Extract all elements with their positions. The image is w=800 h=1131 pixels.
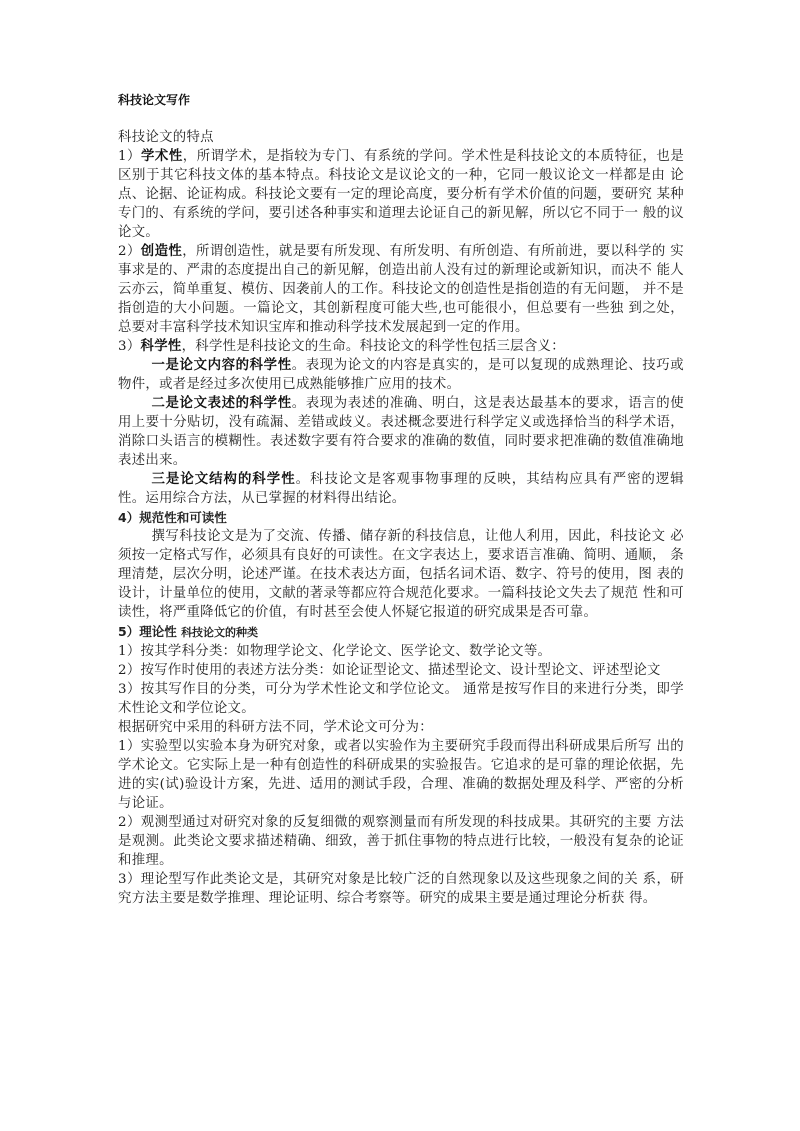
section-text: ，科学性是科技论文的生命。科技论文的科学性包括三层含义： bbox=[181, 339, 565, 354]
section-creative bbox=[118, 242, 684, 337]
term-scientific: 科学性 bbox=[140, 338, 182, 354]
point-c-text: 。科技论文是客观事物事理的反映，其结构应具有严密的逻辑性。运用综合方法，从已掌握的材料得出结论。 bbox=[118, 472, 685, 506]
term-creative: 创造性 bbox=[140, 243, 183, 259]
section-text: ，所谓创造性，就是要有所发现、有所发明、有所创造、有所前进，要以科学的 实事求是的、严肃的态度提出自己的新见解，创造出前人没有过的新理论或新知识，而决不 能人云亦云，简单重复、模仿、因袭前人的工作。科技论文的创造性是指创造的有无问题， 并不是指创造的大小问题。一篇论文，其创新程度可能大些,也可能很小，但总要有一些独 到之处，总要对丰富科学技术知识宝库和推动科学技术发展起到一定的作用。 bbox=[118, 244, 685, 335]
section-theory-heading bbox=[118, 622, 684, 642]
section-number: 1） bbox=[118, 149, 141, 164]
scientific-point-a bbox=[118, 356, 684, 394]
types-subheading: 科技论文的种类 bbox=[181, 626, 259, 639]
type-item: 1）按其学科分类：如物理学论文、化学论文、医学论文、数学论文等。 bbox=[118, 644, 552, 659]
point-c-term: 三是论文结构的科学性 bbox=[151, 471, 296, 487]
intro-heading: 科技论文的特点 bbox=[118, 130, 214, 145]
section-standard-text: 撰写科技论文是为了交流、传播、储存新的科技信息，让他人利用，因此，科技论文 必须按一定格式写作，必须具有良好的可读性。在文字表达上，要求语言准确、简明、通顺， 条理清楚，层次分明，论述严谨。在技术表达方面，包括名词术语、数字、符号的使用，图 表的设计，计量单位的使用，文献的著录等都应符合规范化要求。一篇科技论文失去了规范 性和可读性，将严重降低它的价值，有时甚至会使人怀疑它报道的研究成果是否可靠。 bbox=[118, 529, 684, 620]
section-standard-heading: 4）规范性和可读性 bbox=[118, 510, 227, 525]
document-title: 科技论文写作 bbox=[118, 93, 191, 107]
section-scientific bbox=[118, 337, 684, 356]
point-b-text: 。表现为表述的准确、明白，这是表达最基本的要求，语言的使用上要十分贴切，没有疏漏、差错或歧义。表述概念要进行科学定义或选择恰当的科学术语，消除口头语言的模糊性。表述数字要有符合要求的准确的数值，同时要求把准确的数值准确地表述出来。 bbox=[118, 396, 684, 468]
section-number: 3） bbox=[118, 339, 141, 354]
type-item: 3）按其写作目的分类，可分为学术性论文和学位论文。 通常是按写作目的来进行分类，即学术性论文和学位论文。 bbox=[118, 682, 684, 716]
point-a-text: 。表现为论文的内容是真实的，是可以复现的成熟理论、技巧或物件，或者是经过多次使用已成熟能够推广应用的技术。 bbox=[118, 358, 684, 392]
method-intro: 根据研究中采用的科研方法不同，学术论文可分为： bbox=[118, 720, 433, 735]
section-number: 2） bbox=[118, 244, 141, 259]
document-page bbox=[118, 92, 684, 908]
scientific-point-c bbox=[118, 470, 684, 508]
point-b-term: 二是论文表述的科学性 bbox=[151, 395, 292, 411]
section-academic bbox=[118, 147, 684, 242]
point-a-term: 一是论文内容的科学性 bbox=[151, 357, 292, 373]
type-item: 2）按写作时使用的表述方法分类：如论证型论文、描述型论文、设计型论文、评述型论文 bbox=[118, 663, 661, 678]
method-item: 1）实验型以实验本身为研究对象，或者以实验作为主要研究手段而得出科研成果后所写 出的学术论文。它实际上是一种有创造性的科研成果的实验报告。它追求的是可靠的理论依据，先进的实(试)验设计方案，先进、适用的测试手段，合理、准确的数据处理及科学、严密的分析与论证。 bbox=[118, 739, 684, 811]
method-item: 3）理论型写作此类论文是，其研究对象是比较广泛的自然现象以及这些现象之间的关 系，研究方法主要是数学推理、理论证明、综合考察等。研究的成果主要是通过理论分析获 得。 bbox=[118, 872, 684, 906]
term-academic: 学术性 bbox=[141, 148, 183, 164]
section-text: ，所谓学术，是指较为专门、有系统的学问。学术性是科技论文的本质特征，也是区别于其它科技文体的基本特点。科技论文是议论文的一种，它同一般议论文一样都是由 论点、论据、论证构成。科技论文要有一定的理论高度，要分析有学术价值的问题，要研究 某种专门的、有系统的学问，要引述各种事实和道理去论证自己的新见解，所以它不同于一 般的议论文。 bbox=[118, 149, 685, 240]
theory-heading: 5）理论性 bbox=[118, 624, 177, 639]
method-item: 2）观测型通过对研究对象的反复细微的观察测量而有所发现的科技成果。其研究的主要 方法是观测。此类论文要求描述精确、细致，善于抓住事物的特点进行比较，一般没有复杂的论证和推理。 bbox=[118, 815, 684, 868]
scientific-point-b bbox=[118, 394, 684, 470]
